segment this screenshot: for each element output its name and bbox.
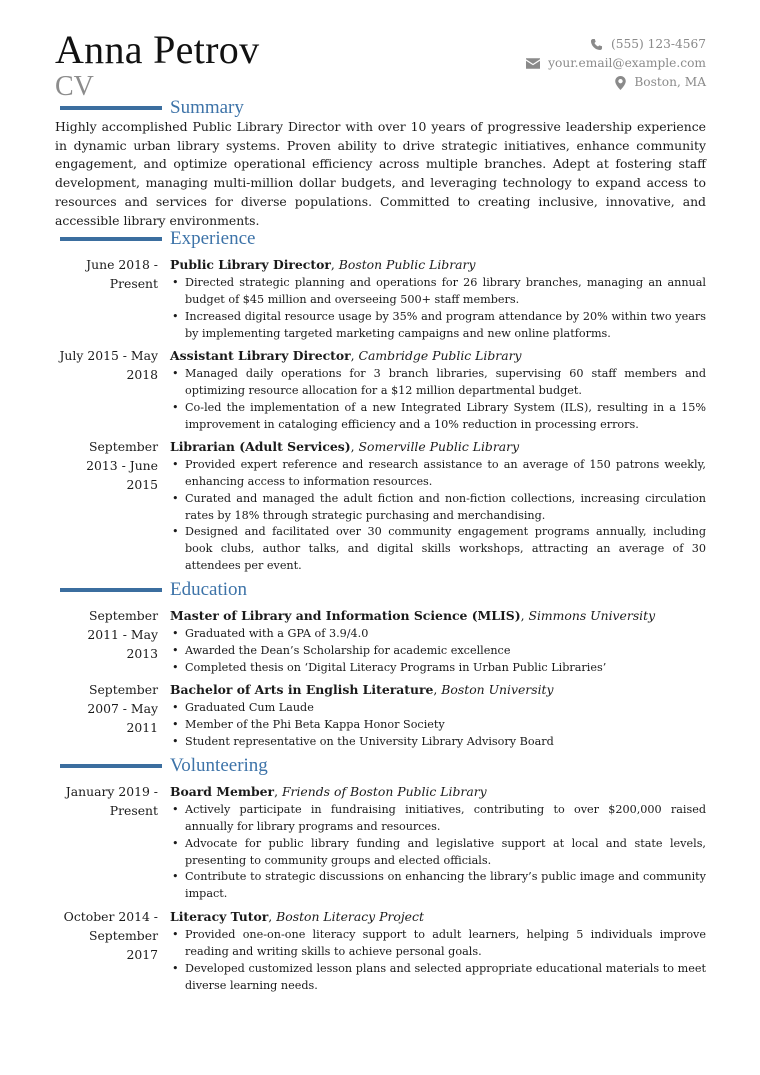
entry-body (170, 681, 706, 751)
entry-body (170, 347, 706, 433)
entry-bullets (170, 626, 706, 677)
phone-number[interactable]: (555) 123-4567 (610, 37, 706, 51)
section-title-volunteering: Volunteering (170, 755, 268, 776)
email-row (526, 54, 706, 73)
entry-bullets (170, 366, 706, 434)
entry-dates: July 2015 - May 2018 (59, 348, 158, 382)
entry-role: Librarian (Adult Services) (170, 439, 351, 454)
entry-body (170, 438, 706, 575)
map-pin-icon (615, 76, 626, 90)
bullet-item: • Co-led the implementation of a new Integrated Library System (ILS), resulting in a 15% improvement in cataloging efficiency and a 10% reduction in processing errors. (170, 400, 706, 434)
bullet-item: • Provided one-on-one literacy support to adult learners, helping 5 individuals improve reading and writing skills to achieve personal goals. (170, 927, 706, 961)
entry-dates: September 2011 - May 2013 (87, 608, 158, 661)
entry-title-line (170, 256, 706, 275)
entry-role: Public Library Director (170, 257, 331, 272)
entry-bullets (170, 802, 706, 903)
entry-organization: Boston University (441, 682, 554, 697)
entry-organization: Boston Public Library (338, 257, 476, 272)
section-bar (60, 237, 162, 241)
entry-organization: Somerville Public Library (358, 439, 520, 454)
bullet-item: • Member of the Phi Beta Kappa Honor Society (170, 717, 706, 734)
entry-separator: , (350, 348, 359, 363)
bullet-item: • Increased digital resource usage by 35% and program attendance by 20% within two years by implementing targeted marketing campaigns and new online platforms. (170, 309, 706, 343)
entry-dates: October 2014 - September 2017 (63, 909, 158, 962)
entry-body (170, 783, 706, 903)
contact-info (526, 35, 706, 92)
section-title-summary: Summary (170, 97, 244, 118)
document-subtitle: CV (55, 71, 94, 102)
envelope-icon (526, 58, 540, 69)
entry-role: Assistant Library Director (170, 348, 351, 363)
email-address[interactable]: your.email@example.com (548, 56, 706, 70)
entry-title-line (170, 347, 706, 366)
entry-separator: , (350, 439, 359, 454)
section-bar (60, 106, 162, 110)
entry-role: Board Member (170, 784, 275, 799)
location-text: Boston, MA (634, 75, 706, 89)
section-education (60, 579, 247, 601)
bullet-item: • Awarded the Dean’s Scholarship for academic excellence (170, 643, 706, 660)
phone-icon (590, 38, 603, 51)
bullet-item: • Contribute to strategic discussions on enhancing the library’s public image and community impact. (170, 869, 706, 903)
entry-role: Master of Library and Information Science (MLIS) (170, 608, 521, 623)
summary-text: Highly accomplished Public Library Director with over 10 years of progressive leadership experience in dynamic urban library systems. Proven ability to drive strategic initiatives, enhance community engagement, and optimize operational efficiency across multiple branches. Adept at fostering staff development, managing multi-million dollar budgets, and leveraging technology to expand access to resources and services for diverse populations. Committed to creating inclusive, innovative, and accessible library environments. (55, 119, 706, 228)
entry-dates: January 2019 - Present (65, 784, 158, 818)
bullet-item: • Actively participate in fundraising initiatives, contributing to over $200,000 raised annually for library programs and resources. (170, 802, 706, 836)
entry-dates: September 2013 - June 2015 (86, 439, 158, 492)
candidate-name: Anna Petrov (55, 27, 260, 72)
entry-role: Bachelor of Arts in English Literature (170, 682, 434, 697)
entry-separator: , (330, 257, 339, 272)
entry-separator: , (268, 909, 277, 924)
bullet-item: • Advocate for public library funding and legislative support at local and state levels, presenting to community groups and elected officials. (170, 836, 706, 870)
entry-dates: June 2018 - Present (86, 257, 158, 291)
entry-organization: Friends of Boston Public Library (281, 784, 487, 799)
entry-title-line (170, 607, 706, 626)
bullet-item: • Graduated Cum Laude (170, 700, 706, 717)
entry-title-line (170, 681, 706, 700)
cv-header (55, 27, 706, 102)
bullet-item: • Provided expert reference and research assistance to an average of 150 patrons weekly, enhancing access to information resources. (170, 457, 706, 491)
entry-title-line (170, 908, 706, 927)
entry-bullets (170, 457, 706, 575)
entry-dates: September 2007 - May 2011 (87, 682, 158, 735)
entry-separator: , (274, 784, 282, 799)
section-bar (60, 588, 162, 592)
section-title-experience: Experience (170, 228, 256, 249)
phone-row (526, 35, 706, 54)
entry-bullets (170, 700, 706, 751)
entry-organization: Boston Literacy Project (276, 909, 424, 924)
bullet-item: • Curated and managed the adult fiction and non-fiction collections, increasing circulation rates by 18% through strategic purchasing and merchandising. (170, 491, 706, 525)
bullet-item: • Directed strategic planning and operations for 26 library branches, managing an annual budget of $45 million and overseeing 500+ staff members. (170, 275, 706, 309)
entry-bullets (170, 275, 706, 343)
bullet-item: • Designed and facilitated over 30 community engagement programs annually, including book clubs, author talks, and digital skills workshops, attracting an average of 30 attendees per event. (170, 524, 706, 575)
entry-body (170, 908, 706, 994)
section-title-education: Education (170, 579, 248, 600)
entry-title-line (170, 438, 706, 457)
section-summary (60, 97, 244, 119)
entry-title-line (170, 783, 706, 802)
entry-role: Literacy Tutor (170, 909, 269, 924)
bullet-item: • Developed customized lesson plans and selected appropriate educational materials to meet diverse learning needs. (170, 961, 706, 995)
section-bar (60, 764, 162, 768)
bullet-item: • Graduated with a GPA of 3.9/4.0 (170, 626, 706, 643)
section-volunteering (60, 755, 268, 777)
location-row (526, 73, 706, 92)
entry-separator: , (520, 608, 529, 623)
section-experience (60, 228, 255, 250)
entry-body (170, 607, 706, 677)
bullet-item: • Completed thesis on ‘Digital Literacy Programs in Urban Public Libraries’ (170, 660, 706, 677)
bullet-item: • Student representative on the University Library Advisory Board (170, 734, 706, 751)
entry-separator: , (433, 682, 442, 697)
entry-organization: Simmons University (528, 608, 656, 623)
entry-organization: Cambridge Public Library (358, 348, 522, 363)
bullet-item: • Managed daily operations for 3 branch libraries, supervising 60 staff members and optimizing resource allocation for a $12 million departmental budget. (170, 366, 706, 400)
entry-body (170, 256, 706, 342)
entry-bullets (170, 927, 706, 995)
